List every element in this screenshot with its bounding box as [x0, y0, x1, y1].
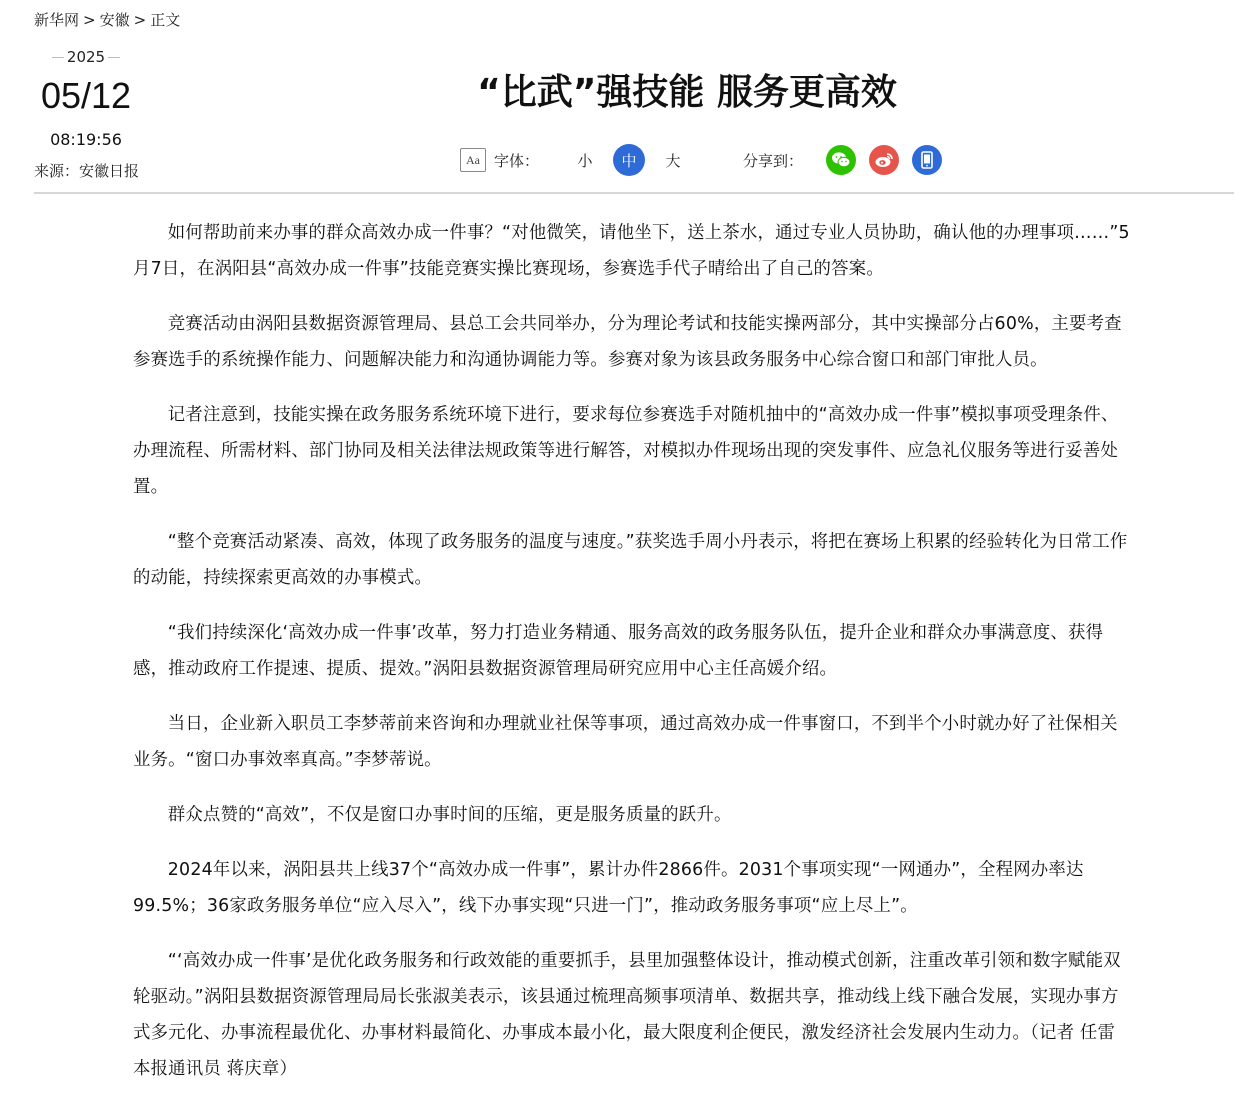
article-paragraph: 群众点赞的“高效”，不仅是窗口办事时间的压缩，更是服务质量的跃升。 [167, 805, 732, 825]
share-label: 分享到： [743, 151, 804, 170]
breadcrumb-separator: > [133, 11, 147, 29]
article-paragraph: 当日，企业新入职员工李梦蒂前来咨询和办理就业社保等事项，通过高效办成一件事窗口，不到半个小时就办好了社保相关业务。“窗口办事效率真高。”李梦蒂说。 [133, 714, 1118, 770]
publish-date [34, 46, 138, 151]
article-paragraph: “整个竞赛活动紧凑、高效，体现了政务服务的温度与速度。”获奖选手周小丹表示，将把在赛场上积累的经验转化为日常工作的动能，持续探索更高效的办事模式。 [133, 532, 1128, 588]
breadcrumb-current: 正文 [150, 11, 181, 29]
breadcrumb [34, 9, 180, 30]
article-paragraph: 如何帮助前来办事的群众高效办成一件事？“对他微笑，请他坐下，送上茶水，通过专业人员协助，确认他的办理事项……”5月7日，在涡阳县“高效办成一件事”技能竞赛实操比赛现场，参赛选手代子晴给出了自己的答案。 [133, 223, 1130, 279]
article-paragraph: 竞赛活动由涡阳县数据资源管理局、县总工会共同举办，分为理论考试和技能实操两部分，其中实操部分占60%，主要考查参赛选手的系统操作能力、问题解决能力和沟通协调能力等。参赛对象为该县政务服务中心综合窗口和部门审批人员。 [133, 314, 1122, 370]
font-size-icon: Aa [460, 148, 486, 172]
publish-year: 2025 [34, 46, 138, 68]
publish-month-day: 05/12 [40, 75, 132, 116]
font-size-medium-button[interactable]: 中 [613, 144, 645, 176]
share-wechat-button[interactable] [826, 145, 856, 175]
article-paragraph: “我们持续深化‘高效办成一件事’改革，努力打造业务精通、服务高效的政务服务队伍，提升企业和群众办事满意度、获得感，推动政府工作提速、提质、提效。”涡阳县数据资源管理局研究应用中心主任高媛介绍。 [133, 623, 1104, 679]
breadcrumb-separator: > [83, 11, 96, 29]
mobile-icon [920, 151, 934, 169]
font-size-large-button[interactable]: 大 [665, 151, 681, 170]
font-size-small-button[interactable]: 小 [577, 151, 593, 170]
font-size-label: 字体： [494, 151, 540, 170]
publish-time: 08:19:56 [50, 130, 122, 149]
article-toolbar [460, 143, 942, 177]
weibo-icon [874, 151, 894, 169]
article-paragraph: 2024年以来，涡阳县共上线37个“高效办成一件事”，累计办件2866件。2031个事项实现“一网通办”，全程网办率达99.5%；36家政务服务单位“应入尽入”，线下办事实现“只进一门”，推动政务服务事项“应上尽上”。 [133, 860, 1084, 916]
article-paragraph: “‘高效办成一件事’是优化政务服务和行政效能的重要抓手，县里加强整体设计，推动模式创新，注重改革引领和数字赋能双轮驱动。”涡阳县数据资源管理局局长张淑美表示，该县通过梳理高频事项清单、数据共享，推动线上线下融合发展，实现办事方式多元化、办事流程最优化、办事材料最简化、办事成本最小化，最大限度利企便民，激发经济社会发展内生动力。（记者 任雷 本报通讯员 蒋庆章） [133, 951, 1121, 1079]
share-mobile-button[interactable] [912, 145, 942, 175]
share-weibo-button[interactable] [869, 145, 899, 175]
wechat-icon [831, 151, 851, 169]
article-source: 来源：安徽日报 [34, 162, 140, 180]
article-title: “比武”强技能 服务更高效 [477, 72, 897, 113]
breadcrumb-home-link[interactable]: 新华网 [34, 11, 80, 29]
header-divider [34, 192, 1234, 194]
breadcrumb-anhui-link[interactable]: 安徽 [99, 11, 130, 29]
article-paragraph: 记者注意到，技能实操在政务服务系统环境下进行，要求每位参赛选手对随机抽中的“高效办成一件事”模拟事项受理条件、办理流程、所需材料、部门协同及相关法律法规政策等进行解答，对模拟办件现场出现的突发事件、应急礼仪服务等进行妥善处置。 [133, 405, 1119, 497]
article-body [133, 215, 1134, 1106]
